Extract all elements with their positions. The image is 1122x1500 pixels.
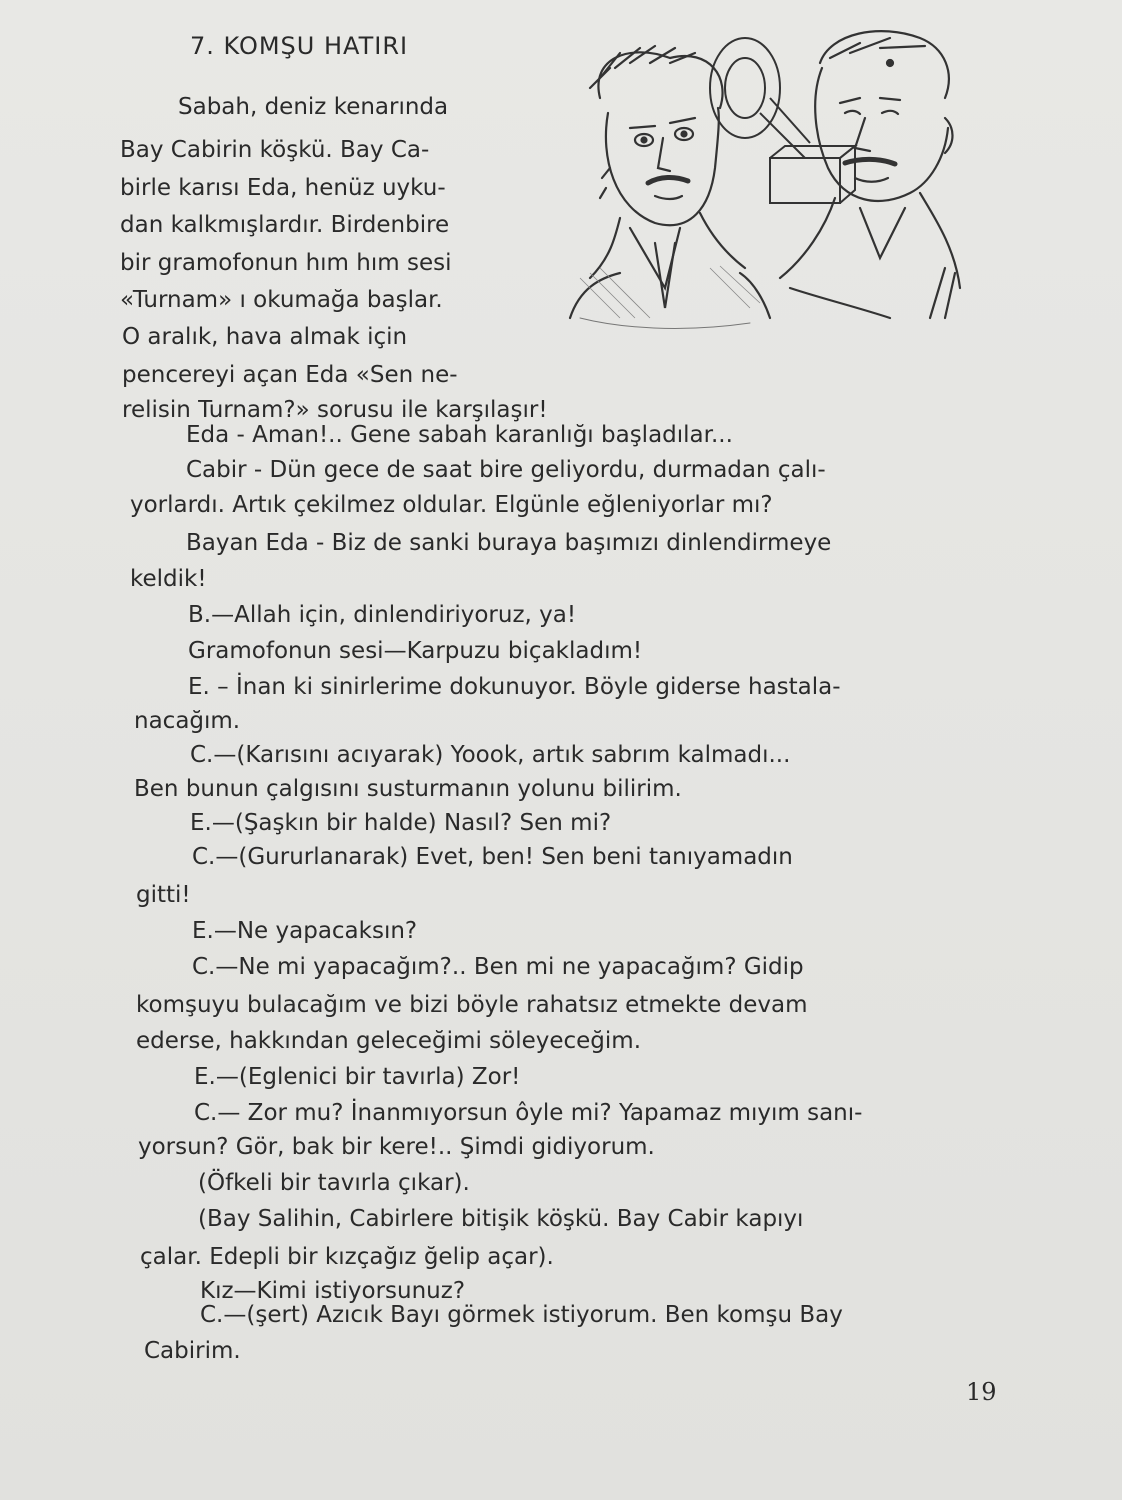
text-line: relisin Turnam?» sorusu ile karşılaşır!: [122, 397, 548, 423]
text-line: gitti!: [136, 882, 191, 908]
text-line: C.—(Karısını acıyarak) Yoook, artık sabrım kalmadı...: [190, 742, 791, 768]
text-line: bir gramofonun hım hım sesi: [120, 250, 452, 276]
man-right: [780, 31, 960, 318]
text-line: Gramofonun sesi—Karpuzu biçakladım!: [188, 638, 643, 664]
text-line: Eda - Aman!.. Gene sabah karanlığı başladılar...: [186, 422, 733, 448]
chapter-title: 7. KOMŞU HATIRI: [190, 32, 409, 60]
text-line: çalar. Edepli bir kızçağız ğelip açar).: [140, 1244, 554, 1270]
text-line: O aralık, hava almak için: [122, 324, 408, 350]
text-line: E.—(Eglenici bir tavırla) Zor!: [194, 1064, 521, 1090]
text-line: dan kalkmışlardır. Birdenbire: [120, 212, 450, 238]
text-line: C.—Ne mi yapacağım?.. Ben mi ne yapacağım? Gidip: [192, 954, 804, 980]
text-line: Ben bunun çalgısını susturmanın yolunu bilirim.: [134, 776, 682, 802]
text-line: C.— Zor mu? İnanmıyorsun ôyle mi? Yapamaz mıyım sanı-: [194, 1100, 863, 1126]
text-line: E.—Ne yapacaksın?: [192, 918, 418, 944]
illustration-two-men-gramophone: [560, 18, 980, 348]
text-line: (Bay Salihin, Cabirlere bitişik köşkü. Bay Cabir kapıyı: [198, 1206, 804, 1232]
text-line: ederse, hakkından geleceğimi söleyeceğim.: [136, 1028, 642, 1054]
text-line: Sabah, deniz kenarında: [178, 94, 449, 120]
text-line: Kız—Kimi istiyorsunuz?: [200, 1278, 466, 1304]
text-line: pencereyi açan Eda «Sen ne-: [122, 362, 458, 388]
text-line: birle karısı Eda, henüz uyku-: [120, 175, 446, 201]
text-line: E. – İnan ki sinirlerime dokunuyor. Böyle giderse hastala-: [188, 674, 841, 700]
text-line: komşuyu bulacağım ve bizi böyle rahatsız etmekte devam: [136, 992, 808, 1018]
text-line: Cabirim.: [144, 1338, 241, 1364]
text-line: Bay Cabirin köşkü. Bay Ca-: [120, 137, 430, 163]
text-line: Cabir - Dün gece de saat bire geliyordu, durmadan çalı-: [186, 457, 826, 483]
text-line: «Turnam» ı okumağa başlar.: [120, 287, 443, 313]
text-line: C.—(Gururlanarak) Evet, ben! Sen beni tanıyamadın: [192, 844, 793, 870]
text-line: Bayan Eda - Biz de sanki buraya başımızı dinlendirmeye: [186, 530, 832, 556]
page-number: 19: [966, 1378, 997, 1406]
text-line: yorlardı. Artık çekilmez oldular. Elgünle eğleniyorlar mı?: [130, 492, 773, 518]
text-line: B.—Allah için, dinlendiriyoruz, ya!: [188, 602, 577, 628]
text-line: yorsun? Gör, bak bir kere!.. Şimdi gidiyorum.: [138, 1134, 655, 1160]
text-line: nacağım.: [134, 708, 241, 734]
text-line: E.—(Şaşkın bir halde) Nasıl? Sen mi?: [190, 810, 612, 836]
text-line: C.—(şert) Azıcık Bayı görmek istiyorum. Ben komşu Bay: [200, 1302, 843, 1328]
man-left: [570, 46, 770, 328]
text-line: (Öfkeli bir tavırla çıkar).: [198, 1170, 470, 1196]
text-line: keldik!: [130, 566, 207, 592]
